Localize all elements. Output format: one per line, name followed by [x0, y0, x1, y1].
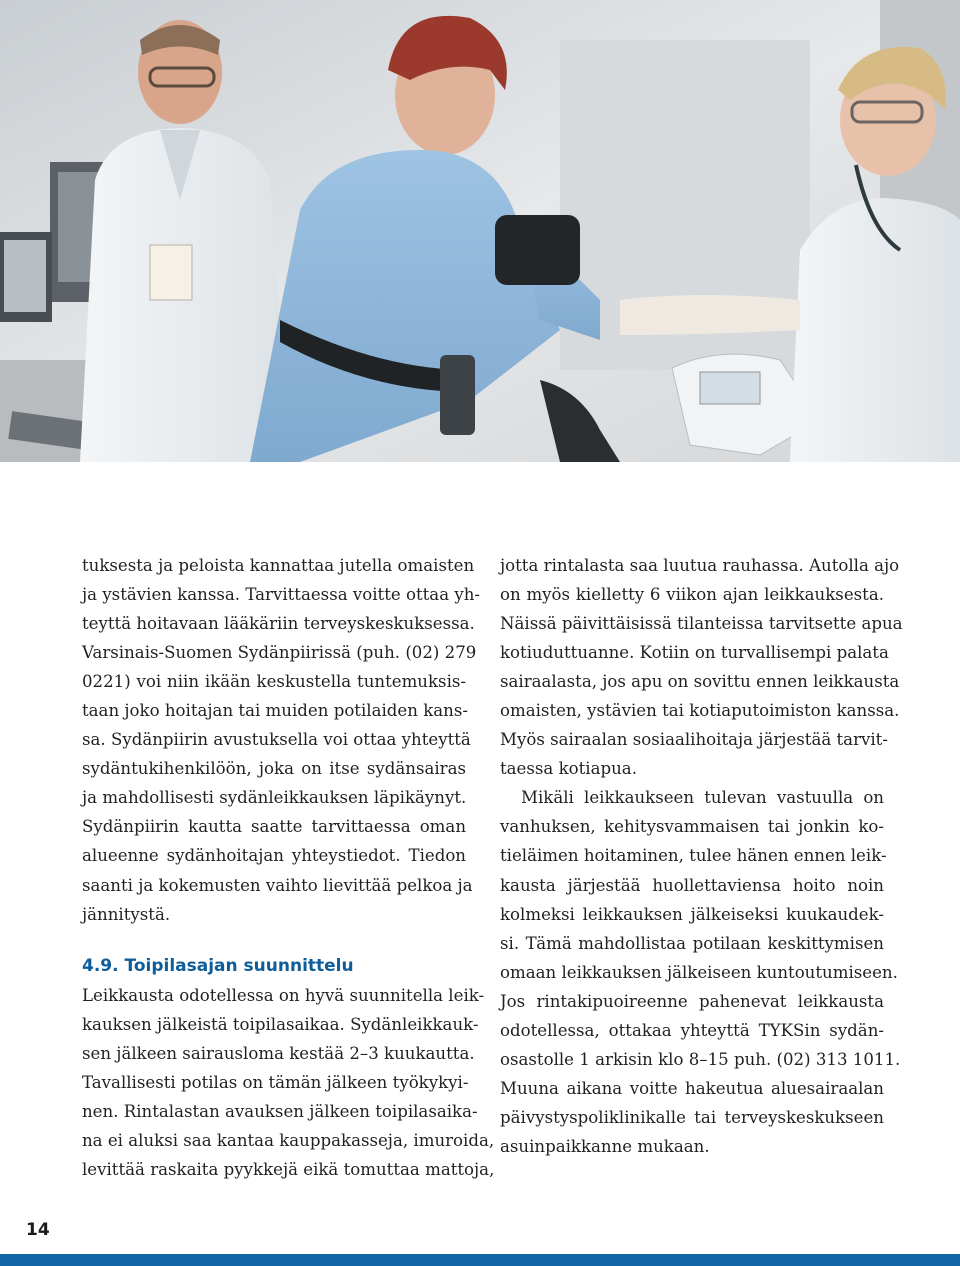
right-column — [500, 551, 903, 1161]
text-line: omaisten, ystävien tai kotiaputoimiston kanssa. — [500, 701, 900, 721]
text-line: Tavallisesti potilas on tämän jälkeen työkykyi- — [82, 1072, 469, 1092]
text-line: teyttä hoitavaan lääkäriin terveyskeskuksessa. — [82, 614, 475, 634]
page-number: 14 — [26, 1220, 50, 1240]
text-line: Jos rintakipuoireenne pahenevat leikkausta — [500, 991, 884, 1011]
right-paragraph-1 — [500, 551, 903, 783]
text-line: asuinpaikkanne mukaan. — [500, 1136, 710, 1156]
text-line: Muuna aikana voitte hakeutua aluesairaalan — [500, 1078, 884, 1098]
text-line: si. Tämä mahdollistaa potilaan keskittymisen — [500, 933, 884, 953]
text-line: kauksen jälkeistä toipilasaikaa. Sydänleikkauk- — [82, 1014, 479, 1034]
text-line: Leikkausta odotellessa on hyvä suunnitella leik- — [82, 985, 485, 1005]
text-line: ja ystävien kanssa. Tarvittaessa voitte ottaa yh- — [82, 585, 481, 605]
text-line: 0221) voi niin ikään keskustella tuntemuksis- — [82, 672, 466, 692]
text-line: sydäntukihenkilöön, joka on itse sydänsairas — [82, 759, 466, 779]
text-line: saanti ja kokemusten vaihto lievittää pelkoa ja — [82, 875, 473, 895]
text-line: kausta järjestää huollettaviensa hoito noin — [500, 875, 884, 895]
text-line: na ei aluksi saa kantaa kauppakasseja, imuroida, — [82, 1130, 495, 1150]
text-line: alueenne sydänhoitajan yhteystiedot. Tiedon — [82, 846, 466, 866]
text-line: sen jälkeen sairausloma kestää 2–3 kuukautta. — [82, 1043, 475, 1063]
text-line: tuksesta ja peloista kannattaa jutella omaisten — [82, 556, 475, 575]
text-line: Varsinais-Suomen Sydänpiirissä (puh. (02) 279 — [82, 643, 477, 663]
text-line: päivystyspoliklinikalle tai terveyskeskukseen — [500, 1107, 884, 1127]
text-line: jännitystä. — [82, 904, 171, 924]
text-line: sa. Sydänpiirin avustuksella voi ottaa yhteyttä — [82, 730, 471, 750]
text-line: kolmeksi leikkauksen jälkeiseksi kuukaudek- — [500, 904, 884, 924]
cover-photo — [0, 0, 960, 462]
text-line: vanhuksen, kehitysvammaisen tai jonkin ko- — [500, 817, 884, 837]
text-line: sairaalasta, jos apu on sovittu ennen leikkausta — [500, 672, 900, 692]
text-line: kotiuduttuanne. Kotiin on turvallisempi palata — [500, 643, 889, 663]
text-line: Näissä päivittäisissä tilanteissa tarvitsette apua — [500, 614, 903, 634]
text-line: osastolle 1 arkisin klo 8–15 puh. (02) 313 1011. — [500, 1049, 901, 1069]
text-line: Mikäli leikkaukseen tulevan vastuulla on — [521, 788, 884, 808]
left-paragraph-1 — [82, 551, 481, 929]
footer-bar — [0, 1254, 960, 1266]
text-line: jotta rintalasta saa luutua rauhassa. Autolla ajo — [500, 556, 900, 575]
text-line: odotellessa, ottakaa yhteyttä TYKSin sydän- — [500, 1020, 884, 1040]
text-line: tieläimen hoitaminen, tulee hänen ennen leik- — [500, 846, 887, 866]
right-paragraph-2 — [500, 783, 901, 1161]
left-column — [82, 551, 495, 1184]
text-line: ja mahdollisesti sydänleikkauksen läpikäynyt. — [82, 788, 467, 808]
left-paragraph-2 — [82, 981, 495, 1184]
text-line: Myös sairaalan sosiaalihoitaja järjestää tarvit- — [500, 730, 888, 750]
photo-illustration — [0, 0, 960, 462]
text-line: levittää raskaita pyykkejä eikä tomuttaa mattoja, — [82, 1159, 495, 1179]
text-line: Sydänpiirin kautta saatte tarvittaessa oman — [82, 817, 466, 837]
text-line: taessa kotiapua. — [500, 759, 637, 779]
text-line: taan joko hoitajan tai muiden potilaiden kans- — [82, 701, 468, 721]
section-heading: 4.9. Toipilasajan suunnittelu — [82, 955, 354, 976]
text-line: nen. Rintalastan avauksen jälkeen toipilasaika- — [82, 1101, 478, 1121]
text-line: on myös kielletty 6 viikon ajan leikkauksesta. — [500, 585, 884, 605]
text-line: omaan leikkauksen jälkeiseen kuntoutumiseen. — [500, 962, 898, 982]
